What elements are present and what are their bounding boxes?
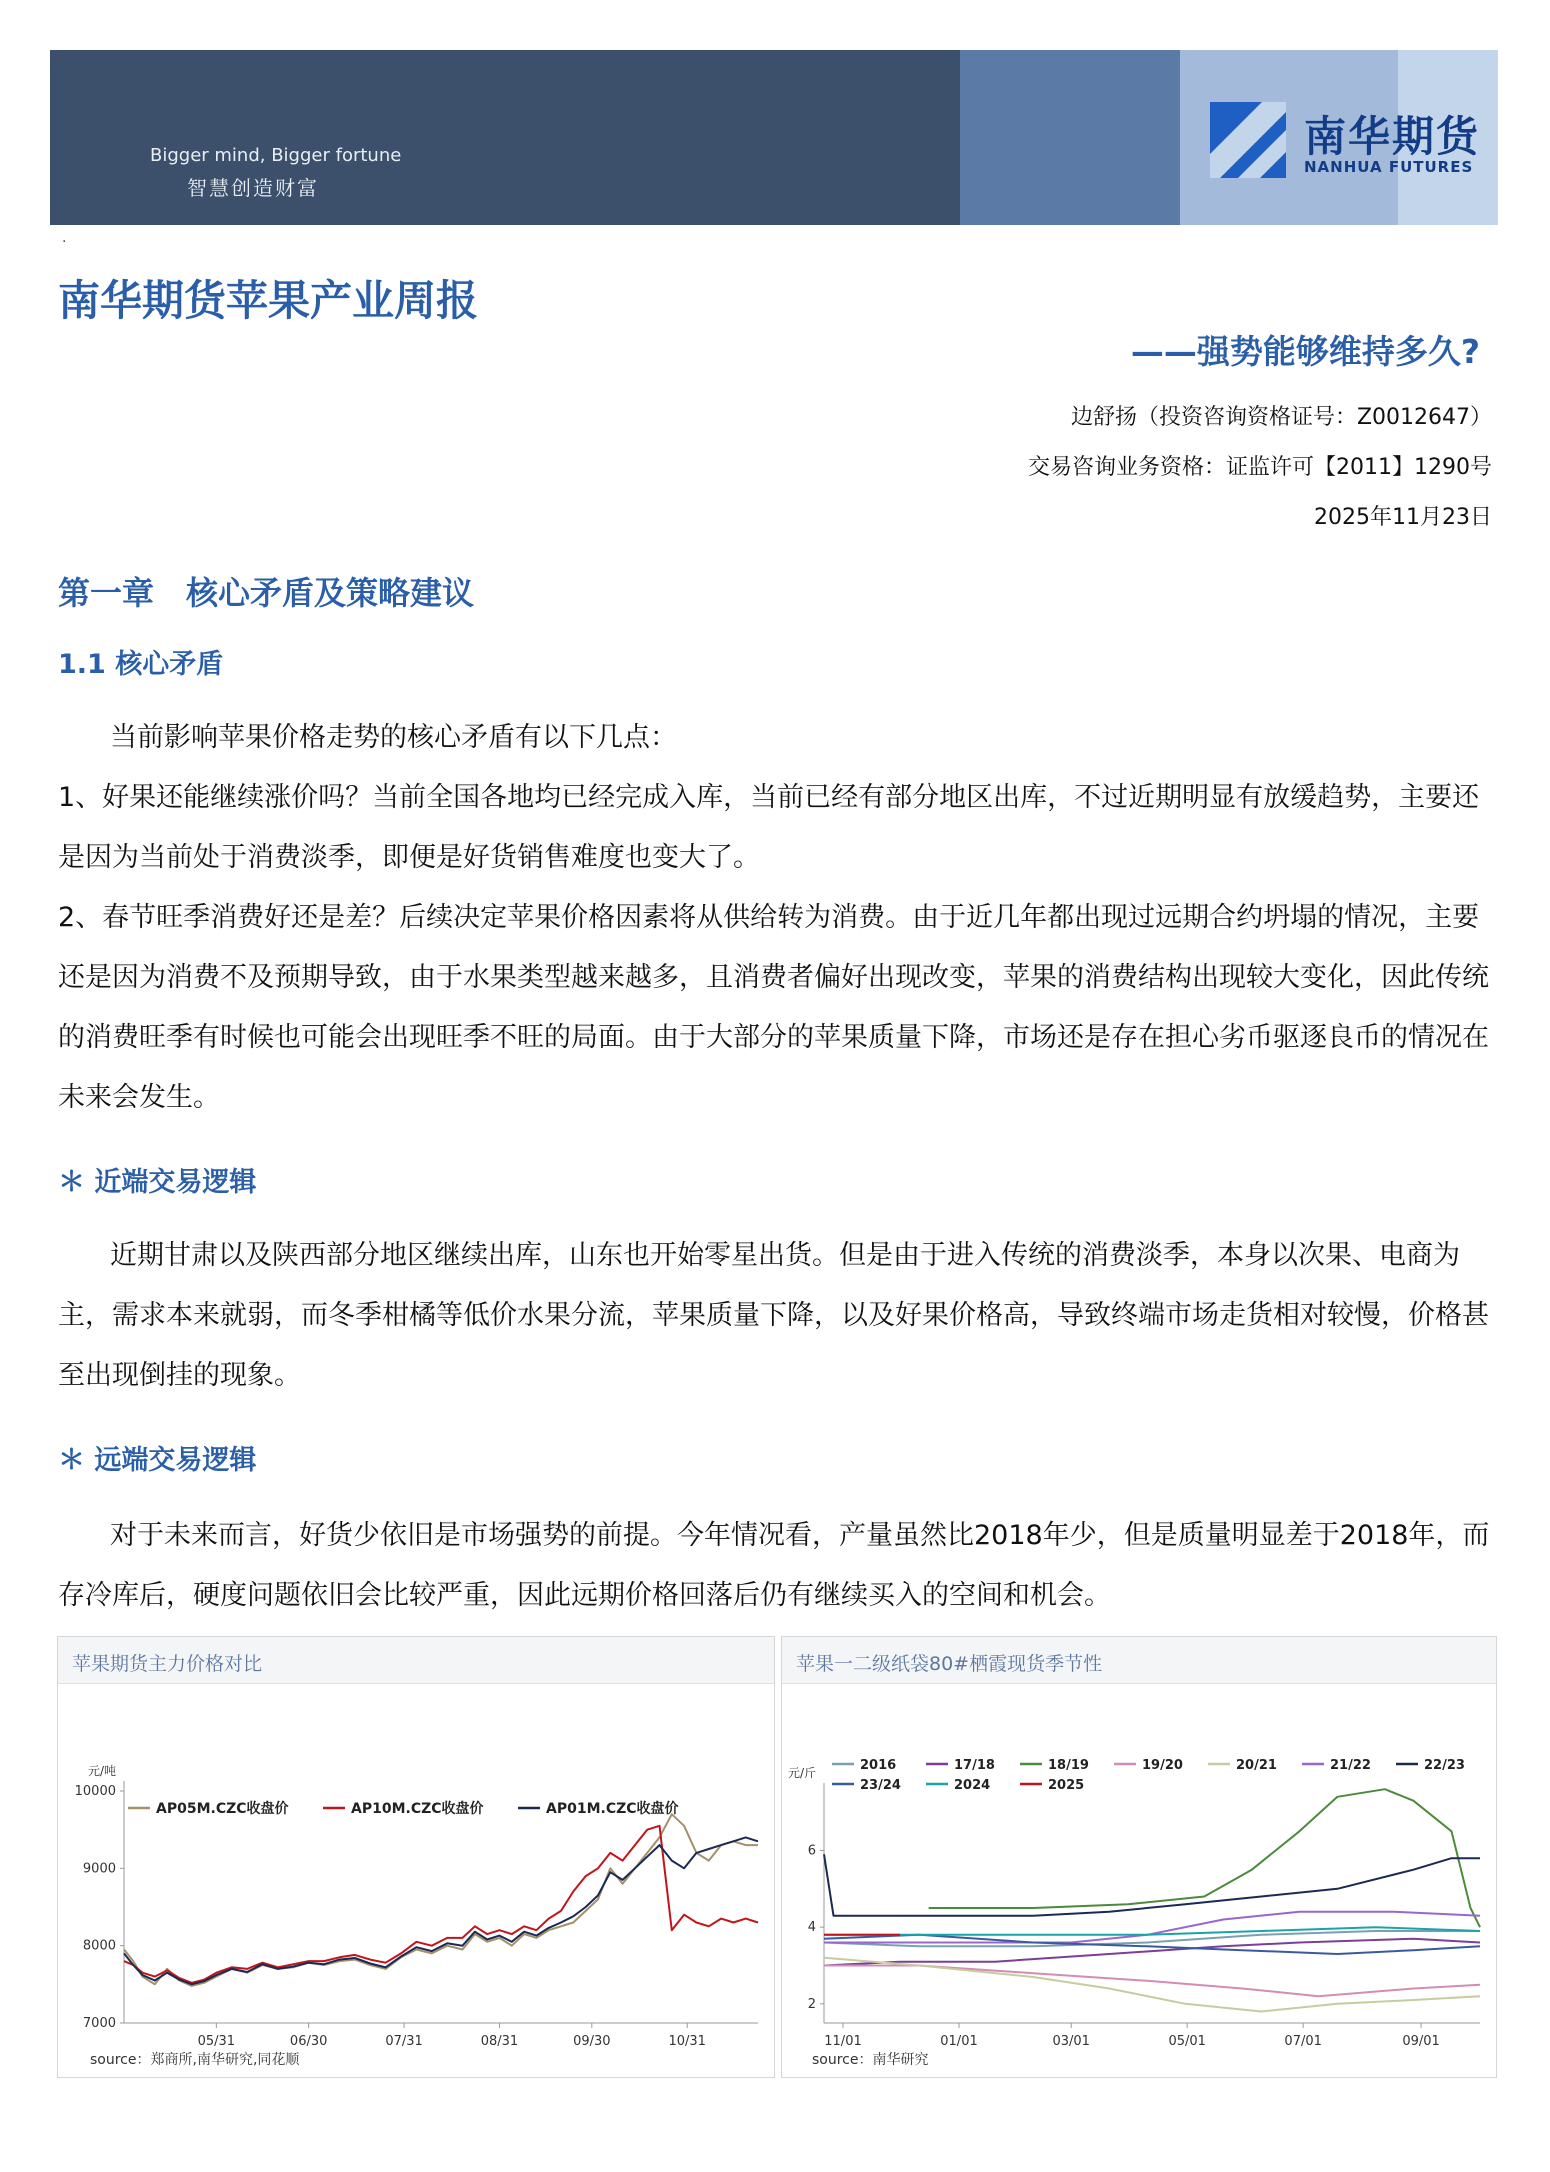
logo-text-english: NANHUA FUTURES [1304, 158, 1474, 176]
y-tick-label: 9000 [82, 1861, 116, 1877]
legend-label: 2024 [954, 1778, 991, 1793]
license-line: 交易咨询业务资格：证监许可【2011】1290号 [1028, 455, 1492, 480]
report-subtitle: ——强势能够维持多久? [1130, 332, 1480, 371]
y-tick-label: 10000 [74, 1784, 116, 1799]
chart-futures-price [57, 1636, 775, 2078]
x-tick-label: 07/31 [385, 2034, 423, 2049]
y-tick-label: 7000 [82, 2016, 116, 2031]
legend-label: 22/23 [1424, 1758, 1465, 1773]
series-line [824, 1958, 1480, 2012]
header-banner [50, 50, 1498, 225]
x-tick-label: 05/31 [197, 2034, 236, 2049]
y-axis-label: 元/斤 [788, 1766, 817, 1780]
legend-label: 23/24 [860, 1778, 901, 1793]
legend-label: AP01M.CZC收盘价 [546, 1801, 679, 1817]
banner-block [960, 50, 1180, 225]
legend-label: 20/21 [1236, 1758, 1277, 1773]
x-tick-label: 01/01 [940, 2034, 978, 2049]
legend-label: 17/18 [954, 1758, 995, 1773]
y-axis-label: 元/吨 [88, 1764, 117, 1778]
x-tick-label: 08/31 [480, 2034, 519, 2049]
chart-source: source：南华研究 [812, 2052, 929, 2068]
x-tick-label: 07/01 [1284, 2034, 1322, 2049]
legend-label: 2016 [860, 1758, 897, 1773]
section-heading: 1.1 核心矛盾 [58, 649, 224, 680]
legend-label: 18/19 [1048, 1758, 1089, 1773]
chart-header [782, 1637, 1496, 1684]
legend-label: 19/20 [1142, 1758, 1183, 1773]
intro-text: 当前影响苹果价格走势的核心矛盾有以下几点： [110, 722, 677, 753]
chapter-title: 第一章 核心矛盾及策略建议 [58, 574, 475, 612]
far-logic-text: 对于未来而言，好货少依旧是市场强势的前提。今年情况看，产量虽然比2018年少，但是质量明显差于2018年，而存冷库后，硬度问题依旧会比较严重，因此远期价格回落后仍有继续买入的空间和机会。 [58, 1520, 1490, 1611]
x-tick-label: 06/30 [289, 2034, 328, 2049]
near-logic-heading: ＊ 近端交易逻辑 [58, 1167, 257, 1198]
chart-header [58, 1637, 774, 1684]
chart-spot-seasonality [781, 1636, 1497, 2078]
x-tick-label: 03/01 [1052, 2034, 1090, 2049]
chart-plot [782, 1683, 1496, 2077]
near-logic-text: 近期甘肃以及陕西部分地区继续出库，山东也开始零星出货。但是由于进入传统的消费淡季，本身以次果、电商为主，需求本来就弱，而冬季柑橘等低价水果分流，苹果质量下降，以及好果价格高，导致终端市场走货相对较慢，价格甚至出现倒挂的现象。 [58, 1240, 1489, 1391]
logo-mark-icon [1210, 102, 1286, 178]
slogan-english: Bigger mind, Bigger fortune [150, 145, 402, 166]
near-logic-paragraph [58, 1226, 1494, 1406]
y-tick-label: 2 [807, 1996, 816, 2012]
x-tick-label: 10/31 [668, 2034, 706, 2049]
series-line [929, 1789, 1480, 1927]
legend-label: 21/22 [1330, 1758, 1371, 1773]
y-tick-label: 8000 [82, 1938, 116, 1954]
chart-title: 苹果一二级纸袋80#栖霞现货季节性 [796, 1653, 1103, 1675]
y-tick-label: 6 [807, 1843, 816, 1859]
logo-text-chinese: 南华期货 [1304, 112, 1481, 161]
dot-mark: . [62, 230, 67, 246]
legend-label: AP10M.CZC收盘价 [351, 1801, 484, 1817]
report-date: 2025年11月23日 [1314, 505, 1492, 530]
series-line [824, 1966, 1480, 1997]
company-logo [1210, 102, 1480, 182]
slogan-chinese: 智慧创造财富 [187, 176, 319, 200]
legend-label: 2025 [1048, 1778, 1085, 1793]
chart-plot [58, 1683, 774, 2077]
author-line: 边舒扬（投资咨询资格证号：Z0012647） [1070, 405, 1492, 430]
paragraph-point-2: 2、春节旺季消费好还是差？后续决定苹果价格因素将从供给转为消费。由于近几年都出现过远期合约坍塌的情况，主要还是因为消费不及预期导致，由于水果类型越来越多，且消费者偏好出现改变，苹果的消费结构出现较大变化，因此传统的消费旺季有时候也可能会出现旺季不旺的局面。由于大部分的苹果质量下降，市场还是存在担心劣币驱逐良币的情况在未来会发生。 [58, 902, 1489, 1113]
series-line [824, 1854, 1480, 1915]
y-tick-label: 4 [807, 1920, 816, 1936]
far-logic-paragraph [58, 1506, 1494, 1626]
intro-paragraph [58, 708, 1494, 768]
far-logic-heading: ＊ 远端交易逻辑 [58, 1445, 257, 1476]
paragraph-point-1: 1、好果还能继续涨价吗？当前全国各地均已经完成入库，当前已经有部分地区出库，不过近期明显有放缓趋势，主要还是因为当前处于消费淡季，即便是好货销售难度也变大了。 [58, 782, 1480, 873]
series-line [124, 1814, 758, 1986]
chart-source: source：郑商所,南华研究,同花顺 [90, 2052, 300, 2068]
x-tick-label: 11/01 [824, 2034, 862, 2049]
report-title: 南华期货苹果产业周报 [58, 276, 479, 325]
x-tick-label: 05/01 [1168, 2034, 1206, 2049]
chart-title: 苹果期货主力价格对比 [72, 1653, 263, 1675]
x-tick-label: 09/01 [1402, 2034, 1440, 2049]
legend-label: AP05M.CZC收盘价 [156, 1801, 289, 1817]
x-tick-label: 09/30 [573, 2034, 611, 2049]
